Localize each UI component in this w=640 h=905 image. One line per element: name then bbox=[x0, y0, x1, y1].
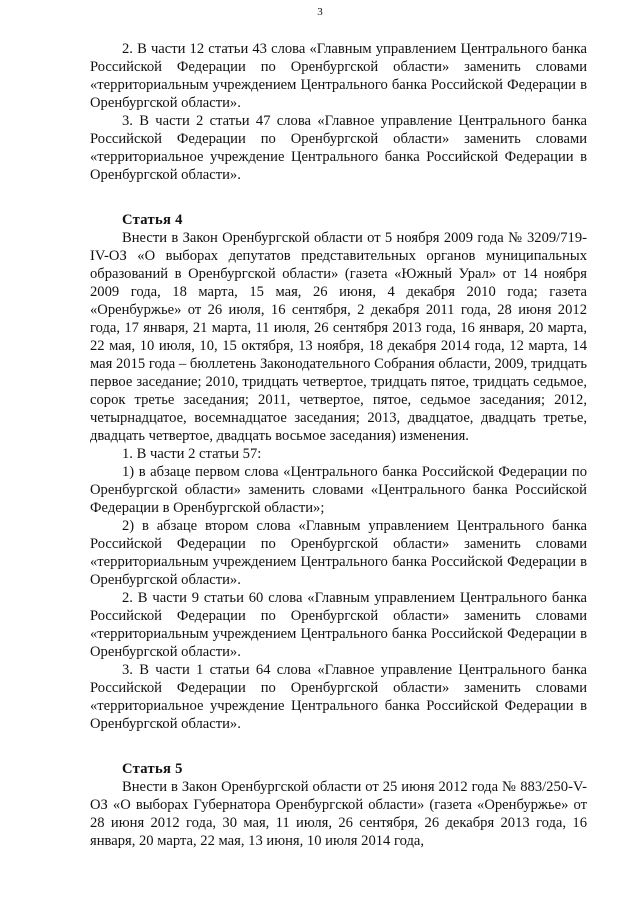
article-4-item-1-subitem-2: 2) в абзаце втором слова «Главным управлением Центрального банка Российской Федерации по Оренбургской области» заменить словами «территориальным учреждением Центрального банка Российской Федерации в Оренбургской области». bbox=[90, 518, 587, 588]
article-4-item-2: 2. В части 9 статьи 60 слова «Главным управлением Центрального банка Российской Федерации по Оренбургской области» заменить словами «территориальным учреждением Центрального банка Российской Федерации в Оренбургской области». bbox=[90, 590, 587, 660]
article-5-heading: Статья 5 bbox=[122, 761, 183, 777]
article-5-intro: Внести в Закон Оренбургской области от 25 июня 2012 года № 883/250-V-ОЗ «О выборах Губернатора Оренбургской области» (газета «Оренбуржье» от 28 июня 2012 года, 30 мая, 11 июля, 26 сентября, 26 декабря 2013 года, 16 января, 20 марта, 22 мая, 13 июня, 10 июля 2014 года, bbox=[90, 779, 587, 849]
paragraph-prev-item-3: 3. В части 2 статьи 47 слова «Главное управление Центрального банка Российской Федерации по Оренбургской области» заменить словами «территориальное учреждение Центрального банка Российской Федерации в Оренбургской области». bbox=[90, 113, 587, 183]
page-number: 3 bbox=[317, 6, 323, 18]
article-4-heading: Статья 4 bbox=[122, 212, 183, 228]
document-body bbox=[90, 40, 587, 850]
spacer bbox=[90, 184, 587, 202]
article-4-item-1: 1. В части 2 статьи 57: bbox=[122, 446, 262, 462]
article-4-item-1-subitem-1: 1) в абзаце первом слова «Центрального банка Российской Федерации по Оренбургской области» заменить словами «Центрального банка Российской Федерации в Оренбургской области»; bbox=[90, 464, 587, 516]
spacer bbox=[90, 751, 587, 760]
spacer bbox=[90, 202, 587, 211]
paragraph-prev-item-2: 2. В части 12 статьи 43 слова «Главным управлением Центрального банка Российской Федерации по Оренбургской области» заменить словами «территориальным учреждением Центрального банка Российской Федерации в Оренбургской области». bbox=[90, 41, 587, 111]
spacer bbox=[90, 733, 587, 751]
article-4-intro: Внести в Закон Оренбургской области от 5 ноября 2009 года № 3209/719-IV-ОЗ «О выборах депутатов представительных органов муниципальных образований в Оренбургской области» (газета «Южный Урал» от 14 ноября 2009 года, 18 марта, 15 мая, 26 июня, 4 декабря 2010 года; газета «Оренбуржье» от 26 июля, 16 сентября, 2 декабря 2011 года, 28 июня 2012 года, 17 января, 21 марта, 11 июля, 26 сентября 2013 года, 16 января, 20 марта, 22 мая, 10 июля, 10, 15 октября, 13 ноября, 18 декабря 2014 года, 12 марта, 14 мая 2015 года – бюллетень Законодательного Собрания области, 2009, тридцать первое заседание; 2010, тридцать четвертое, тридцать пятое, тридцать седьмое, сорок третье заседания; 2011, четвертое, пятое, седьмое заседания; 2012, четырнадцатое, восемнадцатое заседания; 2013, двадцатое, двадцать третье, двадцать четвертое, двадцать восьмое заседания) изменения. bbox=[90, 230, 587, 444]
article-4-item-3: 3. В части 1 статьи 64 слова «Главное управление Центрального банка Российской Федерации по Оренбургской области» заменить словами «территориальное учреждение Центрального банка Российской Федерации в Оренбургской области». bbox=[90, 662, 587, 732]
